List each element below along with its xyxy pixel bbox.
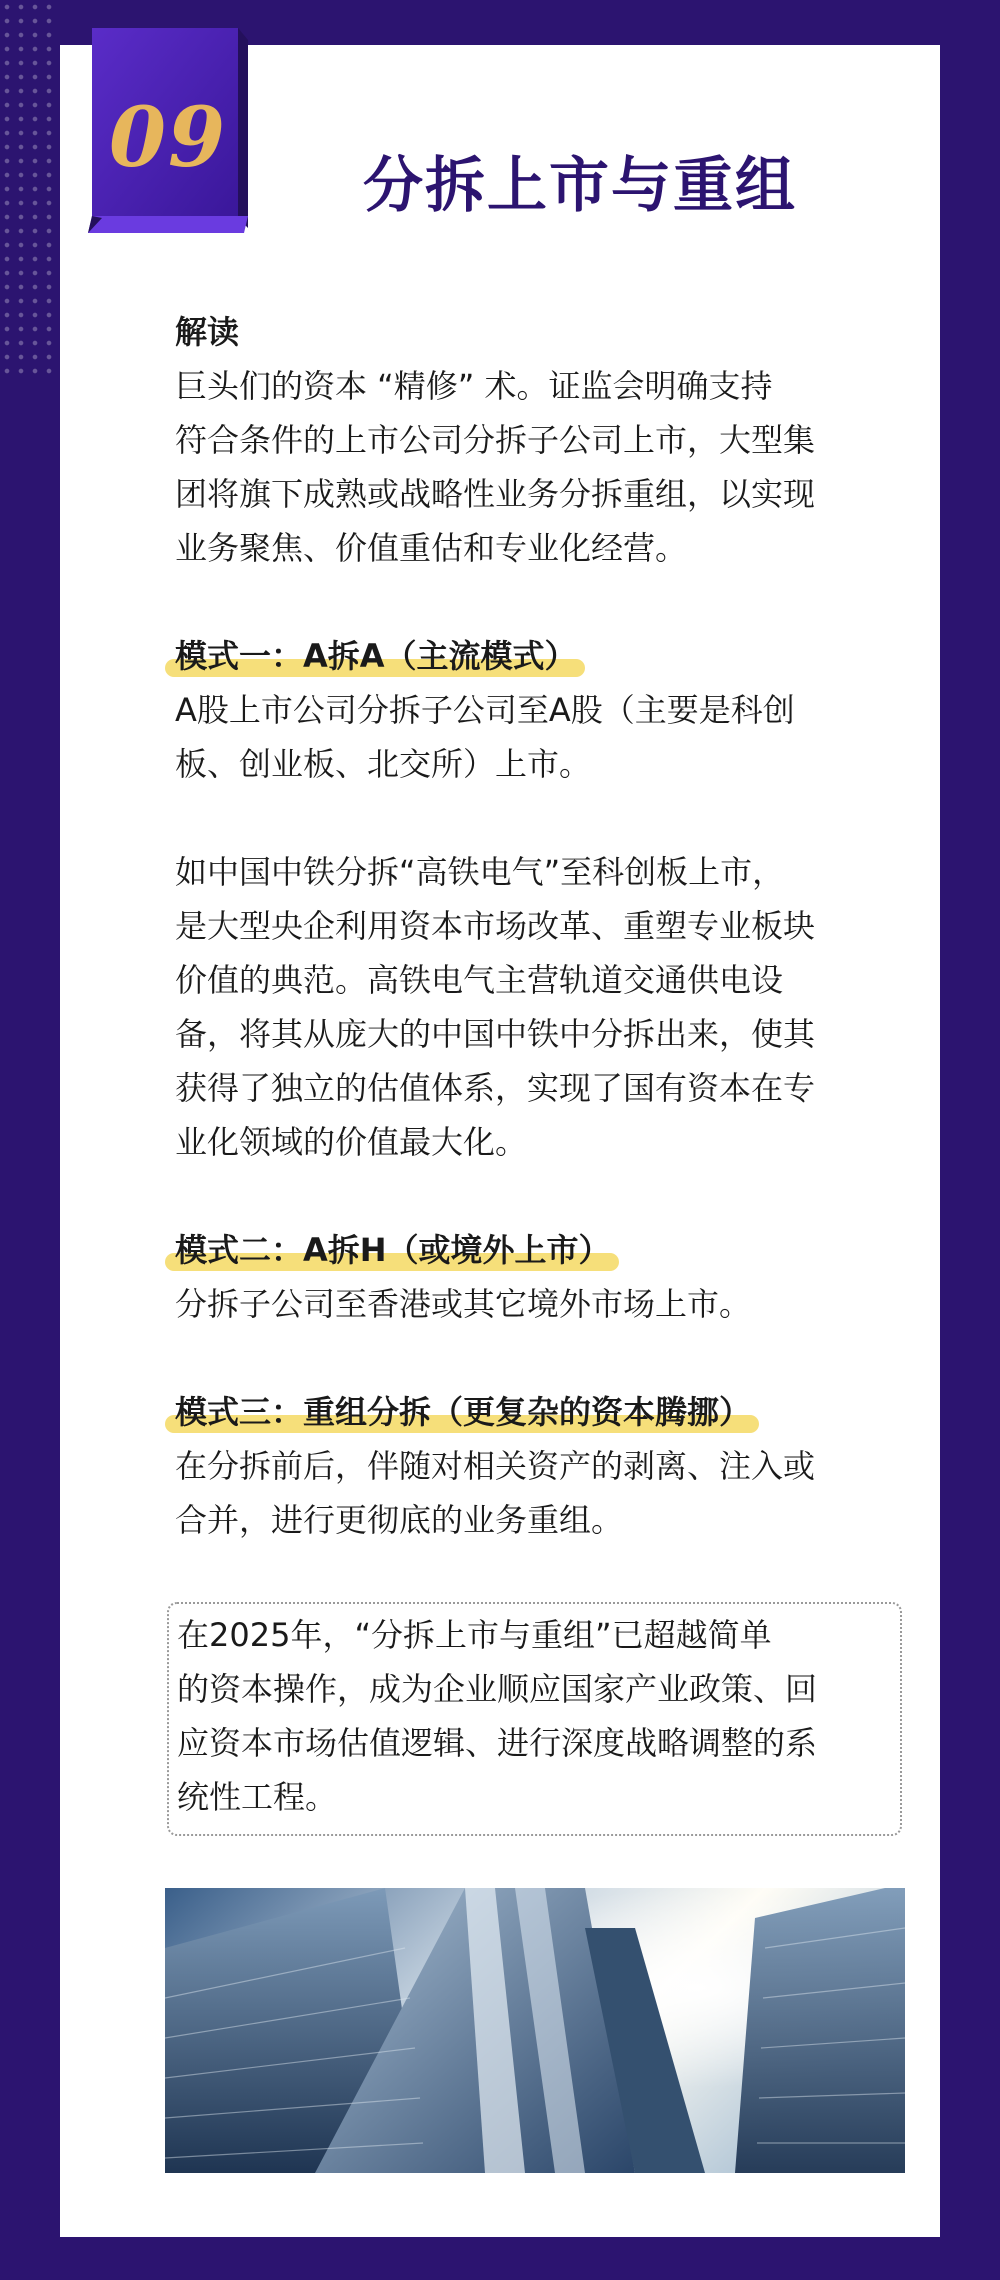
mode2-heading: 模式二：A拆H（或境外上市） [175,1223,611,1277]
mode1-example-line: 业化领域的价值最大化。 [175,1123,528,1161]
mode1-example-line: 获得了独立的估值体系，实现了国有资本在专 [175,1069,816,1107]
summary-line: 的资本操作，成为企业顺应国家产业政策、回 [177,1670,818,1708]
main-content [175,305,905,1547]
intro-line: 业务聚焦、价值重估和专业化经营。 [175,529,688,567]
mode1-example-line: 价值的典范。高铁电气主营轨道交通供电设 [175,961,784,999]
mode2-line: 分拆子公司至香港或其它境外市场上市。 [175,1285,752,1323]
summary-line: 在2025年，“分拆上市与重组”已超越简单 [177,1616,772,1654]
intro-line: 团将旗下成熟或战略性业务分拆重组，以实现 [175,475,816,513]
mode1-heading: 模式一：A拆A（主流模式） [175,629,577,683]
mode1-line: A股上市公司分拆子公司至A股（主要是科创 [175,691,795,729]
mode1-example-line: 备，将其从庞大的中国中铁中分拆出来，使其 [175,1015,816,1053]
intro-label: 解读 [175,313,240,351]
page-title: 分拆上市与重组 [363,151,797,221]
intro-line: 巨头们的资本 “精修” 术。证监会明确支持 [175,367,773,405]
mode3-line: 合并，进行更彻底的业务重组。 [175,1501,624,1539]
mode1-example-line: 如中国中铁分拆“高铁电气”至科创板上市， [175,853,785,891]
summary-line: 统性工程。 [177,1778,338,1816]
mode3-line: 在分拆前后，伴随对相关资产的剥离、注入或 [175,1447,816,1485]
summary-line: 应资本市场估值逻辑、进行深度战略调整的系 [177,1724,818,1762]
summary-box [167,1602,902,1836]
intro-line: 符合条件的上市公司分拆子公司上市，大型集 [175,421,816,459]
decorative-dot-pattern [0,0,60,380]
section-number: 09 [108,90,228,186]
mode1-example-line: 是大型央企利用资本市场改革、重塑专业板块 [175,907,816,945]
mode1-line: 板、创业板、北交所）上市。 [175,745,592,783]
skyscraper-photo [165,1888,905,2173]
mode3-heading: 模式三：重组分拆（更复杂的资本腾挪） [175,1385,751,1439]
section-number-ribbon [88,28,248,233]
